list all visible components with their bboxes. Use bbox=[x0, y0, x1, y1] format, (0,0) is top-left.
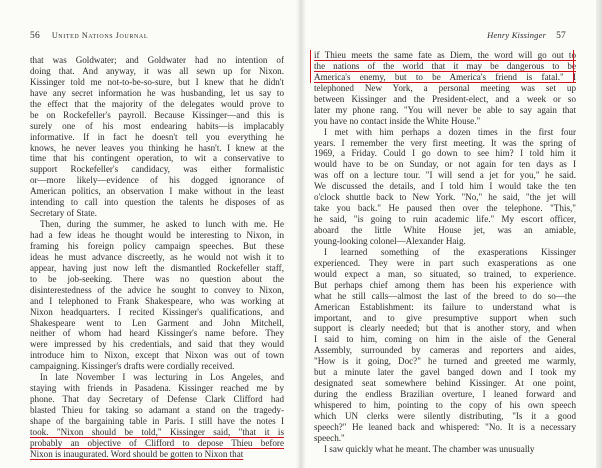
text-line: shape of the bargaining table in Paris. I still have the notes I bbox=[30, 415, 284, 426]
text-line: I met with him perhaps a dozen times in the first four bbox=[324, 126, 576, 137]
journal-name: United Nations Journal bbox=[51, 31, 149, 40]
text-line: or—more likely—evidence of his dogged ignorance of bbox=[30, 175, 284, 186]
text-line: which UN clerks were silently distributing, "Is it a good bbox=[314, 410, 576, 421]
left-text-column bbox=[30, 55, 284, 460]
text-line: you have no contact inside the White House." bbox=[314, 115, 481, 126]
text-line: what he still calls—almost the last of the breed to do so—the bbox=[314, 290, 576, 301]
text-line: he said, "is going to ruin academic life." My escort officer, bbox=[314, 214, 576, 225]
right-page bbox=[300, 0, 602, 468]
text-line: experienced. They were in part such exasperations as one bbox=[314, 257, 576, 268]
underlined-text-line: if Thieu meets the same fate as Diem, the word will go out to bbox=[314, 50, 576, 60]
text-line: years. I remember the very first meeting. It was the spring of bbox=[314, 137, 576, 148]
text-line: disinterestedness of the advice he sought to convey to Nixon, bbox=[30, 284, 284, 295]
text-line: intending to call into question the talents he disposes of as bbox=[30, 197, 284, 208]
left-page bbox=[0, 0, 300, 468]
text-line: Kissinger told me not-to-be-so-sure, but I knew that he didn't bbox=[30, 76, 284, 87]
text-line: young-looking colonel—Alexander Haig. bbox=[314, 235, 466, 246]
text-line: designated seat somewhere behind Kissinger. At one point, bbox=[314, 378, 576, 389]
text-line: I said to him, coming on him in the aisle of the General bbox=[314, 334, 576, 345]
author-name: Henry Kissinger bbox=[487, 30, 547, 40]
text-line: 1969, a Friday. Could I go down to see him? I told him it bbox=[314, 148, 576, 159]
text-line: campaigning. Kissinger's drafts were cordially received. bbox=[30, 361, 235, 372]
text-line: introduce him to Nixon, except that Nixon was out of town bbox=[30, 350, 284, 361]
text-line: American politics, an observation I make without in the least bbox=[30, 186, 284, 197]
text-line: informative. If in fact he doesn't tell you everything he bbox=[30, 131, 284, 142]
underlined-text-line: probably an objective of Clifford to depose Thieu before bbox=[30, 437, 284, 448]
text-line: and I telephoned to Frank Shakespeare, who was working at bbox=[30, 295, 284, 306]
left-running-head bbox=[30, 30, 148, 41]
text-line: Secretary of State. bbox=[30, 208, 97, 219]
text-line: be on Rockefeller's payroll. Because Kissinger—and this is bbox=[30, 109, 284, 120]
text-line: aboard the little White House jet, was an amiable, bbox=[314, 225, 576, 235]
text-line: between Kissinger and the President-elect, and a week or so bbox=[314, 93, 576, 104]
text-line: whispered to him, pointing to the copy of his own speech bbox=[314, 400, 576, 410]
text-line: time that his contingent operation, to wit a conservative to bbox=[30, 153, 284, 164]
text-line: neither of whom had heard Kissinger's name before. They bbox=[30, 328, 284, 339]
underlined-text-line: Nixon is inaugurated. Word should be gotten to Nixon that bbox=[30, 448, 244, 459]
text-line: o'clock shuttle back to New York. "No," he said, "the jet will bbox=[314, 192, 576, 203]
highlight-bracket bbox=[310, 50, 574, 83]
left-page-number: 56 bbox=[30, 31, 40, 41]
text-line: Nixon headquarters. I recited Kissinger's qualifications, and bbox=[30, 306, 284, 317]
text-line: I learned something of the exasperations Kissinger bbox=[324, 246, 576, 257]
right-text-column bbox=[314, 50, 576, 455]
right-running-head bbox=[487, 30, 566, 41]
underlined-text-line: took. "Nixon should be told," Kissinger said, "that it is bbox=[30, 426, 284, 437]
text-line: ideas he must advance discreetly, as he would not wish it to bbox=[30, 251, 284, 262]
text-line: speech." bbox=[314, 432, 345, 443]
text-line: staying with friends in Pasadena. Kissinger reached me by bbox=[30, 383, 284, 394]
text-line: Assembly, surrounded by cameras and reporters and aides, bbox=[314, 345, 576, 356]
text-line: that was Goldwater; and Goldwater had no intention of bbox=[30, 55, 284, 65]
text-line: doing that. And anyway, it was all sewn up for Nixon. bbox=[30, 65, 284, 76]
text-line: blasted Thieu for taking so adamant a stand on the tragedy- bbox=[30, 405, 284, 415]
text-line: the effect that the majority of the delegates would prove to bbox=[30, 98, 284, 109]
text-line: framing his foreign policy campaign speeches. But these bbox=[30, 240, 284, 251]
text-line: but a minute later the gavel banged down and I took my bbox=[314, 367, 576, 378]
text-line: appear, having just now left the dismantled Rockefeller staff, bbox=[30, 262, 284, 273]
right-page-number: 57 bbox=[556, 31, 566, 41]
text-line: have any secret information he was husbanding, let us say to bbox=[30, 87, 284, 98]
text-line: telephoned New York, a personal meeting was set up bbox=[314, 82, 576, 93]
text-line: surely one of his most endearing habits—is implacably bbox=[30, 120, 284, 131]
text-line: was off on a lecture tour. "I will send a jet for you," he said. bbox=[314, 170, 576, 181]
text-line: take you back." He paused then over the telephone. "This," bbox=[314, 203, 576, 214]
text-line: knows, he never leaves you thinking he hasn't. I knew at the bbox=[30, 142, 284, 153]
text-line: Then, during the summer, he asked to lunch with me. He bbox=[40, 219, 284, 230]
text-line: to be job-seeking. There was no question about the bbox=[30, 273, 284, 284]
underlined-text-line: the nations of the world that it may be dangerous to be bbox=[314, 60, 576, 71]
text-line: support is clearly needed; but that is another story, and when bbox=[314, 323, 576, 334]
text-line: In late November I was lecturing in Los Angeles, and bbox=[40, 372, 284, 383]
text-line: support Rockefeller's candidacy, was either formalistic bbox=[30, 164, 284, 175]
text-line: were impressed by his credentials, and said that they would bbox=[30, 339, 284, 350]
text-line: American Establishment: its failure to understand what is bbox=[314, 301, 576, 312]
text-line: later my phone rang. "You will never be able to say again that bbox=[314, 104, 576, 115]
text-line: would have to be on Sunday, or not again for ten days as I bbox=[314, 159, 576, 170]
text-line: phone. That day Secretary of Defense Clark Clifford had bbox=[30, 394, 284, 405]
page-edge bbox=[596, 0, 602, 468]
text-line: "How is it going, Doc?" he turned and greeted me warmly, bbox=[314, 356, 576, 367]
text-line: We discussed the details, and I told him I would take the ten bbox=[314, 181, 576, 192]
text-line: Shakespeare went to Len Garment and John Mitchell, bbox=[30, 317, 284, 328]
text-line: during the endless Brazilian overture, I leaned forward and bbox=[314, 389, 576, 400]
text-line: But perhaps chief among them has been his experience with bbox=[314, 279, 576, 290]
underlined-text-line: America's enemy, but to be America's friend is fatal." I bbox=[314, 71, 576, 82]
text-line: would expect a man, so situated, so trained, to experience. bbox=[314, 268, 576, 279]
text-line: speech?" He leaned back and whispered: "No. It is a necessary bbox=[314, 421, 576, 432]
text-line: I saw quickly what he meant. The chamber was unusually bbox=[324, 443, 535, 454]
text-line: had a few ideas he thought would be interesting to Nixon, in bbox=[30, 230, 284, 240]
text-line: important, and to give presumptive support when such bbox=[314, 312, 576, 323]
